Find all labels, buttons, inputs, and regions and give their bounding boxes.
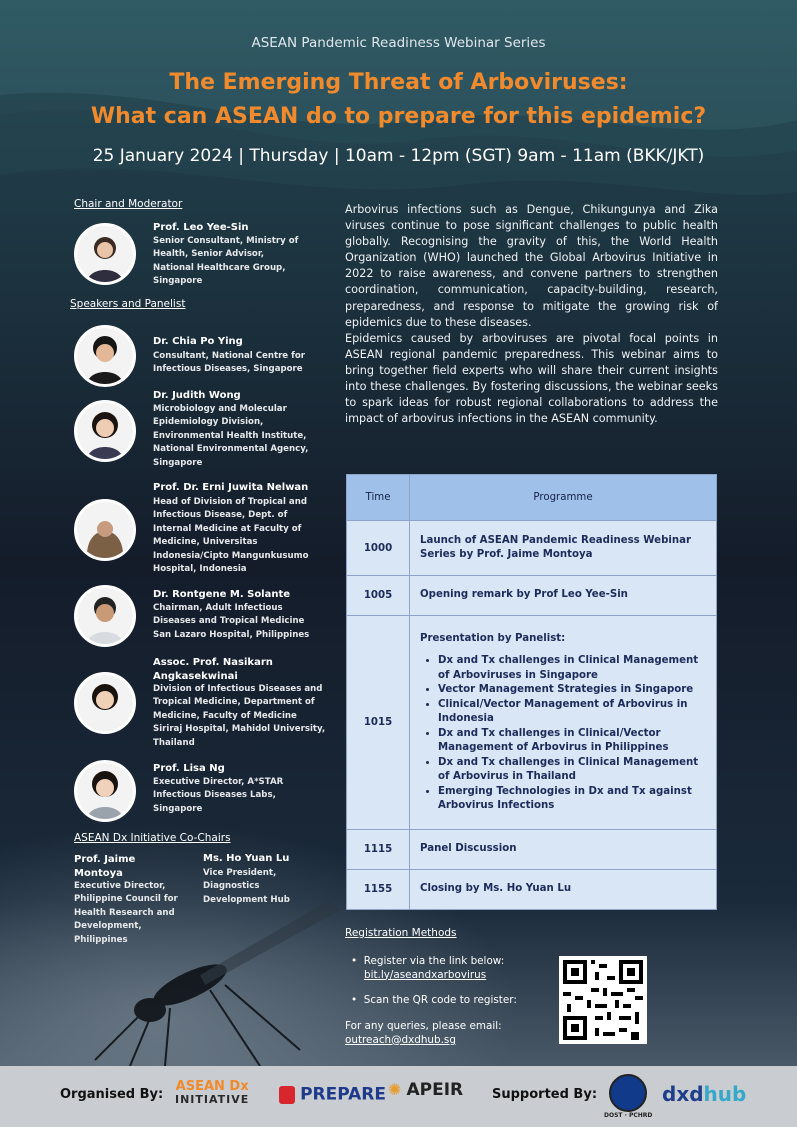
chair-name: Prof. Leo Yee-Sin [153,222,249,233]
avatar [74,223,136,285]
speakers-heading: Speakers and Panelist [70,298,186,310]
query-label: For any queries, please email: [345,1020,502,1032]
programme-cell: Opening remark by Prof Leo Yee-Sin [410,576,717,616]
bullet-icon: • [351,955,364,967]
intro-text [345,202,718,427]
dost-logo-text: DOST · PCHRD [604,1112,653,1119]
speaker-role: Chairman, Adult Infectious Diseases and Tropical Medicine San Lazaro Hospital, Philippines [153,603,310,640]
presentation-list [420,654,706,814]
supported-by-label: Supported By: [492,1087,598,1102]
cochair-name: Ms. Ho Yuan Lu [203,853,290,864]
avatar [74,672,136,734]
speaker-role: Consultant, National Centre for Infectious Diseases, Singapore [153,351,306,375]
bullet-icon: • [351,994,364,1006]
contact-email[interactable]: outreach@dxdhub.sg [345,1033,456,1046]
speaker-role: Executive Director, A*STAR Infectious Diseases Labs, Singapore [153,777,284,814]
dxd-logo-text: dxd [662,1082,704,1106]
chair-role: Senior Consultant, Ministry of Health, Senior Advisor, National Healthcare Group, Singapore [153,236,299,287]
dost-pchrd-logo [604,1074,652,1119]
prepare-logo [279,1084,386,1105]
asean-dx-logo-sub: INITIATIVE [175,1093,250,1106]
time-cell: 1115 [347,830,410,870]
programme-table [346,474,717,910]
time-cell: 1015 [347,616,410,830]
apeir-logo-icon: ✺ [388,1080,402,1099]
avatar [74,499,136,561]
table-row [347,521,717,576]
footer-bar [0,1066,797,1127]
registration-bullet-1 [351,955,541,982]
list-item: • Emerging Technologies in Dx and Tx against Arbovirus Infections [438,785,706,814]
dxdhub-logo [662,1082,746,1106]
time-cell: 1000 [347,521,410,576]
avatar [74,760,136,822]
dost-logo-icon [609,1074,647,1112]
list-item: • Vector Management Strategies in Singapore [438,683,706,698]
cochairs-heading: ASEAN Dx Initiative Co-Chairs [74,832,231,844]
hub-logo-text: hub [703,1082,747,1106]
apeir-logo [388,1080,463,1100]
asean-dx-logo [175,1080,249,1106]
intro-paragraph: Epidemics caused by arboviruses are pivotal focal points in ASEAN regional pandemic preparedness. This webinar aims to bring together field experts who will share their current insights into these challenges. By fostering discussions, the webinar seeks to spark ideas for robust regional collaborations to address the impact of arbovirus infections in the ASEAN community. [345,331,718,426]
asean-dx-logo-text: ASEAN Dx [175,1079,249,1094]
apeir-logo-text: APEIR [406,1080,464,1100]
prepare-logo-icon [279,1086,295,1104]
registration-link[interactable]: bit.ly/aseandxarbovirus [364,968,487,981]
registration-bullet-2 [351,994,551,1008]
programme-cell: Panel Discussion [410,830,717,870]
list-item: • Dx and Tx challenges in Clinical/Vector Management of Arbovirus in Philippines [438,727,706,756]
cochair-name: Prof. Jaime Montoya [74,854,136,879]
chair-heading: Chair and Moderator [74,198,183,210]
cochair-role: Executive Director, Philippine Council for Health Research and Development, Philippines [74,881,178,945]
list-item: • Clinical/Vector Management of Arbovirus in Indonesia [438,698,706,727]
programme-cell-title: Presentation by Panelist: [420,632,566,644]
programme-cell: Closing by Ms. Ho Yuan Lu [410,870,717,910]
organised-by-label: Organised By: [60,1087,164,1102]
query-text [345,1020,545,1047]
programme-header: Programme [410,475,717,521]
table-row [347,830,717,870]
prepare-logo-text: PREPARE [300,1084,387,1105]
event-title-line1: The Emerging Threat of Arboviruses: [169,70,628,95]
speaker-name: Prof. Dr. Erni Juwita Nelwan [153,482,309,493]
avatar [74,325,136,387]
programme-cell: Launch of ASEAN Pandemic Readiness Webinar Series by Prof. Jaime Montoya [410,521,717,576]
table-row [347,870,717,910]
time-cell: 1155 [347,870,410,910]
speaker-name: Prof. Lisa Ng [153,763,225,774]
avatar [74,585,136,647]
time-cell: 1005 [347,576,410,616]
series-title: ASEAN Pandemic Readiness Webinar Series [251,35,546,51]
event-date: 25 January 2024 | Thursday | 10am - 12pm (SGT) 9am - 11am (BKK/JKT) [92,146,705,166]
speaker-role: Division of Infectious Diseases and Tropical Medicine, Department of Medicine, Faculty of Medicine Siriraj Hospital, Mahidol University, Thailand [153,684,326,748]
time-header: Time [347,475,410,521]
list-item: • Dx and Tx challenges in Clinical Management of Arboviruses in Singapore [438,654,706,683]
cochair-role: Vice President, Diagnostics Development Hub [203,868,290,905]
speaker-role: Head of Division of Tropical and Infectious Disease, Dept. of Internal Medicine at Faculty of Medicine, Universitas Indonesia/Cipto Mangunkusumo Hospital, Indonesia [153,497,309,575]
registration-qr-code[interactable] [559,956,647,1044]
registration-heading: Registration Methods [345,927,457,939]
avatar [74,400,136,462]
table-row [347,576,717,616]
table-row [347,616,717,830]
speaker-role: Microbiology and Molecular Epidemiology Division, Environmental Health Institute, National Environmental Agency, Singapore [153,404,309,468]
speaker-name: Assoc. Prof. Nasikarn Angkasekwinai [153,657,273,682]
intro-paragraph: Arbovirus infections such as Dengue, Chikungunya and Zika viruses continue to pose significant challenges to public health globally. Recognising the gravity of this, the World Health Organization (WHO) launched the Global Arbovirus Initiative in 2022 to raise awareness, and convene partners to strengthen coordination, communication, capacity-building, research, preparedness, and response to mitigate the growing risk of epidemics due to these diseases. [345,203,718,329]
list-item: • Dx and Tx challenges in Clinical Management of Arbovirus in Thailand [438,756,706,785]
programme-cell [410,616,717,830]
speaker-name: Dr. Judith Wong [153,390,241,401]
speaker-name: Dr. Rontgene M. Solante [153,589,291,600]
event-title-line2: What can ASEAN do to prepare for this epidemic? [90,104,707,129]
speaker-name: Dr. Chia Po Ying [153,336,243,347]
qr-instruction: Scan the QR code to register: [363,994,517,1006]
registration-link-text: Register via the link below: [363,955,505,967]
